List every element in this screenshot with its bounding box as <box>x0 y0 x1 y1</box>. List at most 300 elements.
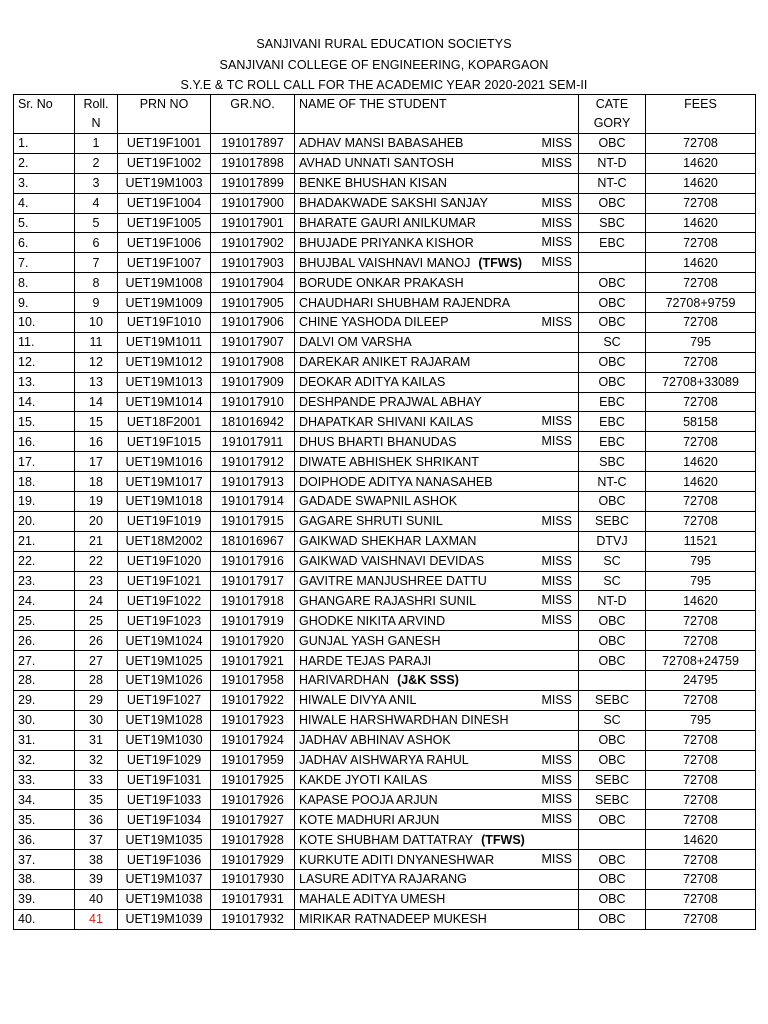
prn-cell: UET19M1011 <box>118 332 211 352</box>
gr-no-cell: 181016967 <box>211 531 295 551</box>
table-row <box>14 332 756 352</box>
prn-cell: UET19F1021 <box>118 571 211 591</box>
gr-no-cell: 191017932 <box>211 909 295 929</box>
student-name-cell <box>295 531 579 551</box>
student-name-cell <box>295 472 579 492</box>
category-cell: OBC <box>579 750 646 770</box>
student-name: CHAUDHARI SHUBHAM RAJENDRA <box>299 295 511 310</box>
sr-no-cell: 16. <box>14 432 75 452</box>
prn-cell: UET19F1005 <box>118 213 211 233</box>
student-name-cell <box>295 710 579 730</box>
gr-no-cell: 191017906 <box>211 313 295 333</box>
prn-cell: UET19M1012 <box>118 352 211 372</box>
student-name-cell <box>295 611 579 631</box>
gr-no-cell: 191017931 <box>211 889 295 909</box>
table-row <box>14 909 756 929</box>
title-miss: MISS <box>541 155 572 170</box>
sr-no-cell: 3. <box>14 173 75 193</box>
category-cell <box>579 830 646 850</box>
fees-cell: 72708 <box>646 492 756 512</box>
prn-cell: UET19M1018 <box>118 492 211 512</box>
category-cell: OBC <box>579 889 646 909</box>
sr-no-cell: 18. <box>14 472 75 492</box>
student-name: CHINE YASHODA DILEEP <box>299 315 449 330</box>
table-row <box>14 293 756 313</box>
student-name-cell <box>295 690 579 710</box>
sr-no-cell: 14. <box>14 392 75 412</box>
student-name-cell <box>295 671 579 691</box>
sr-no-cell: 23. <box>14 571 75 591</box>
roll-no-cell: 8 <box>75 273 118 293</box>
gr-no-cell: 191017926 <box>211 790 295 810</box>
fees-cell: 11521 <box>646 531 756 551</box>
table-row <box>14 492 756 512</box>
prn-cell: UET19F1019 <box>118 511 211 531</box>
category-cell: OBC <box>579 850 646 870</box>
table-row <box>14 690 756 710</box>
roll-no-cell: 38 <box>75 850 118 870</box>
prn-cell: UET19M1039 <box>118 909 211 929</box>
student-name: BHUJBAL VAISHNAVI MANOJ <box>299 255 471 270</box>
student-name: DOIPHODE ADITYA NANASAHEB <box>299 474 493 489</box>
fees-cell: 14620 <box>646 253 756 273</box>
sr-no-cell: 15. <box>14 412 75 432</box>
student-name-cell <box>295 492 579 512</box>
gr-no-cell: 191017925 <box>211 770 295 790</box>
roll-no-cell: 22 <box>75 551 118 571</box>
sr-no-cell: 8. <box>14 273 75 293</box>
gr-no-cell: 191017909 <box>211 372 295 392</box>
student-name-cell <box>295 850 579 870</box>
student-name: BHARATE GAURI ANILKUMAR <box>299 216 476 230</box>
roll-no-cell: 6 <box>75 233 118 253</box>
category-cell: SBC <box>579 452 646 472</box>
table-row <box>14 591 756 611</box>
student-name-cell <box>295 889 579 909</box>
category-cell: OBC <box>579 372 646 392</box>
gr-no-cell: 191017913 <box>211 472 295 492</box>
roll-no-cell: 28 <box>75 671 118 691</box>
roll-no-cell: 14 <box>75 392 118 412</box>
title-miss: MISS <box>541 414 572 429</box>
category-cell: OBC <box>579 611 646 631</box>
gr-no-cell: 191017905 <box>211 293 295 313</box>
student-name-cell <box>295 730 579 750</box>
gr-no-cell: 191017930 <box>211 869 295 889</box>
student-name: BHADAKWADE SAKSHI SANJAY <box>299 196 488 211</box>
roll-no-cell: 25 <box>75 611 118 631</box>
table-row <box>14 750 756 770</box>
student-name: BORUDE ONKAR PRAKASH <box>299 275 464 290</box>
sr-no-cell: 5. <box>14 213 75 233</box>
gr-no-cell: 191017959 <box>211 750 295 770</box>
category-cell: SBC <box>579 213 646 233</box>
fees-cell: 14620 <box>646 173 756 193</box>
gr-no-cell: 191017927 <box>211 810 295 830</box>
roll-no-cell: 37 <box>75 830 118 850</box>
student-name-cell <box>295 173 579 193</box>
table-row <box>14 153 756 173</box>
table-row <box>14 869 756 889</box>
student-name-cell <box>295 551 579 571</box>
sr-no-cell: 40. <box>14 909 75 929</box>
category-cell: EBC <box>579 432 646 452</box>
sr-no-cell: 10. <box>14 313 75 333</box>
category-cell: SEBC <box>579 770 646 790</box>
student-name-cell <box>295 293 579 313</box>
table-row <box>14 233 756 253</box>
college-name: SANJIVANI COLLEGE OF ENGINEERING, KOPARGAON <box>219 58 549 72</box>
roll-no-cell: 26 <box>75 631 118 651</box>
gr-no-cell: 191017899 <box>211 173 295 193</box>
fees-cell: 14620 <box>646 591 756 611</box>
student-name: ADHAV MANSI BABASAHEB <box>299 136 464 151</box>
table-row <box>14 830 756 850</box>
table-row <box>14 352 756 372</box>
student-name: KURKUTE ADITI DNYANESHWAR <box>299 852 495 867</box>
student-name: GADADE SWAPNIL ASHOK <box>299 494 458 509</box>
category-cell: OBC <box>579 352 646 372</box>
fees-cell: 72708 <box>646 790 756 810</box>
student-name: GAGARE SHRUTI SUNIL <box>299 514 443 529</box>
quota-note: (TFWS) <box>478 255 523 270</box>
category-cell <box>579 253 646 273</box>
category-cell: OBC <box>579 313 646 333</box>
category-cell: OBC <box>579 869 646 889</box>
quota-note: (TFWS) <box>481 832 525 847</box>
fees-cell: 795 <box>646 710 756 730</box>
gr-no-cell: 191017924 <box>211 730 295 750</box>
student-name-cell <box>295 412 579 432</box>
title-miss: MISS <box>541 772 572 787</box>
table-row <box>14 710 756 730</box>
sr-no-cell: 34. <box>14 790 75 810</box>
fees-cell: 72708 <box>646 511 756 531</box>
fees-cell: 14620 <box>646 472 756 492</box>
title-miss: MISS <box>541 613 572 628</box>
prn-cell: UET19M1025 <box>118 651 211 671</box>
fees-cell: 72708 <box>646 750 756 770</box>
gr-no-cell: 191017910 <box>211 392 295 412</box>
roll-no-cell: 9 <box>75 293 118 313</box>
roll-no-cell: 18 <box>75 472 118 492</box>
student-name-cell <box>295 332 579 352</box>
prn-cell: UET19M1008 <box>118 273 211 293</box>
student-name-cell <box>295 571 579 591</box>
category-cell: NT-D <box>579 591 646 611</box>
title-miss: MISS <box>541 593 572 608</box>
student-name-cell <box>295 830 579 850</box>
fees-cell: 72708+9759 <box>646 293 756 313</box>
category-cell: SC <box>579 710 646 730</box>
student-name: GAIKWAD SHEKHAR LAXMAN <box>299 534 477 549</box>
roll-no-cell: 13 <box>75 372 118 392</box>
gr-no-cell: 191017912 <box>211 452 295 472</box>
roll-no-cell: 1 <box>75 134 118 154</box>
fees-cell: 72708 <box>646 889 756 909</box>
fees-cell: 72708 <box>646 850 756 870</box>
title-miss: MISS <box>541 235 572 250</box>
table-row <box>14 611 756 631</box>
student-name: HARDE TEJAS PARAJI <box>299 653 432 668</box>
sr-no-cell: 1. <box>14 134 75 154</box>
roll-no-cell: 24 <box>75 591 118 611</box>
col-header-student-name: NAME OF THE STUDENT <box>295 95 579 134</box>
student-name-cell <box>295 153 579 173</box>
student-name-cell <box>295 869 579 889</box>
gr-no-cell: 191017920 <box>211 631 295 651</box>
sr-no-cell: 2. <box>14 153 75 173</box>
fees-cell: 72708 <box>646 869 756 889</box>
student-name-cell <box>295 631 579 651</box>
gr-no-cell: 191017911 <box>211 432 295 452</box>
fees-cell: 72708 <box>646 134 756 154</box>
table-row <box>14 273 756 293</box>
student-name-cell <box>295 591 579 611</box>
category-cell: SEBC <box>579 790 646 810</box>
student-name: DALVI OM VARSHA <box>299 335 412 350</box>
sr-no-cell: 32. <box>14 750 75 770</box>
fees-cell: 72708 <box>646 273 756 293</box>
student-name: KOTE MADHURI ARJUN <box>299 812 440 827</box>
student-name-cell <box>295 253 579 273</box>
fees-cell: 14620 <box>646 153 756 173</box>
roll-no-cell: 7 <box>75 253 118 273</box>
sr-no-cell: 33. <box>14 770 75 790</box>
gr-no-cell: 181016942 <box>211 412 295 432</box>
prn-cell: UET19F1027 <box>118 690 211 710</box>
sr-no-cell: 25. <box>14 611 75 631</box>
student-name: GAVITRE MANJUSHREE DATTU <box>299 574 487 589</box>
prn-cell: UET19F1029 <box>118 750 211 770</box>
table-row <box>14 571 756 591</box>
institution-name: SANJIVANI RURAL EDUCATION SOCIETYS <box>256 37 512 51</box>
category-cell: OBC <box>579 810 646 830</box>
title-miss: MISS <box>541 513 572 528</box>
col-header-sr-no: Sr. No <box>14 95 75 134</box>
fees-cell: 72708 <box>646 770 756 790</box>
sr-no-cell: 12. <box>14 352 75 372</box>
student-name: DIWATE ABHISHEK SHRIKANT <box>299 454 479 469</box>
roll-no-cell: 40 <box>75 889 118 909</box>
sr-no-cell: 30. <box>14 710 75 730</box>
table-row <box>14 392 756 412</box>
sr-no-cell: 4. <box>14 193 75 213</box>
roll-no-cell: 10 <box>75 313 118 333</box>
sr-no-cell: 22. <box>14 551 75 571</box>
category-cell: OBC <box>579 492 646 512</box>
fees-cell: 72708 <box>646 352 756 372</box>
gr-no-cell: 191017902 <box>211 233 295 253</box>
sr-no-cell: 17. <box>14 452 75 472</box>
fees-cell: 72708 <box>646 730 756 750</box>
col-header-gr-no: GR.NO. <box>211 95 295 134</box>
category-cell: OBC <box>579 273 646 293</box>
sr-no-cell: 29. <box>14 690 75 710</box>
sr-no-cell: 19. <box>14 492 75 512</box>
fees-cell: 72708 <box>646 233 756 253</box>
title-miss: MISS <box>541 136 572 150</box>
sr-no-cell: 28. <box>14 671 75 691</box>
student-name: KAPASE POOJA ARJUN <box>299 792 438 807</box>
roll-no-cell: 3 <box>75 173 118 193</box>
category-cell <box>579 671 646 691</box>
table-row <box>14 850 756 870</box>
student-name: HARIVARDHAN <box>299 673 390 688</box>
student-name: DAREKAR ANIKET RAJARAM <box>299 355 471 370</box>
student-name-cell <box>295 273 579 293</box>
student-name: KOTE SHUBHAM DATTATRAY <box>299 832 474 847</box>
table-row <box>14 889 756 909</box>
sr-no-cell: 36. <box>14 830 75 850</box>
title-miss: MISS <box>541 215 572 230</box>
roll-no-cell: 2 <box>75 153 118 173</box>
roll-no-cell: 32 <box>75 750 118 770</box>
roll-no-cell: 4 <box>75 193 118 213</box>
fees-cell: 72708 <box>646 611 756 631</box>
prn-cell: UET19F1007 <box>118 253 211 273</box>
category-cell: SEBC <box>579 511 646 531</box>
gr-no-cell: 191017907 <box>211 332 295 352</box>
prn-cell: UET19M1024 <box>118 631 211 651</box>
prn-cell: UET19F1001 <box>118 134 211 154</box>
gr-no-cell: 191017929 <box>211 850 295 870</box>
student-name: DHAPATKAR SHIVANI KAILAS <box>299 414 474 429</box>
student-name-cell <box>295 213 579 233</box>
student-name: KAKDE JYOTI KAILAS <box>299 772 428 787</box>
fees-cell: 795 <box>646 551 756 571</box>
table-row <box>14 511 756 531</box>
table-row <box>14 134 756 154</box>
fees-cell: 58158 <box>646 412 756 432</box>
gr-no-cell: 191017958 <box>211 671 295 691</box>
col-header-roll-no: Roll. N <box>75 95 118 134</box>
table-row <box>14 452 756 472</box>
student-name: LASURE ADITYA RAJARANG <box>299 872 467 887</box>
fees-cell: 72708 <box>646 193 756 213</box>
category-cell: OBC <box>579 631 646 651</box>
roll-no-cell: 30 <box>75 710 118 730</box>
student-name-cell <box>295 790 579 810</box>
category-cell: DTVJ <box>579 531 646 551</box>
title-miss: MISS <box>541 852 572 867</box>
category-cell: OBC <box>579 651 646 671</box>
student-name: BHUJADE PRIYANKA KISHOR <box>299 235 474 250</box>
student-name: GHANGARE RAJASHRI SUNIL <box>299 593 477 608</box>
category-cell: NT-C <box>579 173 646 193</box>
prn-cell: UET19F1034 <box>118 810 211 830</box>
fees-cell: 72708+24759 <box>646 651 756 671</box>
student-name: BENKE BHUSHAN KISAN <box>299 176 447 191</box>
category-cell: OBC <box>579 134 646 154</box>
student-name-cell <box>295 352 579 372</box>
col-header-prn: PRN NO <box>118 95 211 134</box>
roll-no-cell: 33 <box>75 770 118 790</box>
roll-no-cell: 27 <box>75 651 118 671</box>
roll-no-cell: 16 <box>75 432 118 452</box>
fees-cell: 795 <box>646 571 756 591</box>
title-miss: MISS <box>541 553 572 568</box>
prn-cell: UET19M1017 <box>118 472 211 492</box>
quota-note: (J&K SSS) <box>397 673 459 688</box>
fees-cell: 795 <box>646 332 756 352</box>
student-name-cell <box>295 193 579 213</box>
roll-no-cell: 5 <box>75 213 118 233</box>
prn-cell: UET19M1030 <box>118 730 211 750</box>
prn-cell: UET19F1002 <box>118 153 211 173</box>
gr-no-cell: 191017908 <box>211 352 295 372</box>
sr-no-cell: 6. <box>14 233 75 253</box>
student-name: AVHAD UNNATI SANTOSH <box>299 156 454 171</box>
roll-no-cell: 29 <box>75 690 118 710</box>
student-name: HIWALE HARSHWARDHAN DINESH <box>299 713 509 728</box>
fees-cell: 14620 <box>646 452 756 472</box>
sr-no-cell: 38. <box>14 869 75 889</box>
prn-cell: UET19F1022 <box>118 591 211 611</box>
gr-no-cell: 191017901 <box>211 213 295 233</box>
roll-no-cell: 39 <box>75 869 118 889</box>
prn-cell: UET19F1023 <box>118 611 211 631</box>
student-name-cell <box>295 770 579 790</box>
fees-cell: 72708 <box>646 909 756 929</box>
prn-cell: UET19F1031 <box>118 770 211 790</box>
sr-no-cell: 20. <box>14 511 75 531</box>
student-name: GHODKE NIKITA ARVIND <box>299 613 446 628</box>
category-cell: EBC <box>579 233 646 253</box>
category-cell: NT-D <box>579 153 646 173</box>
roll-no-cell: 11 <box>75 332 118 352</box>
sr-no-cell: 24. <box>14 591 75 611</box>
roll-no-cell: 19 <box>75 492 118 512</box>
student-name: GUNJAL YASH GANESH <box>299 633 441 648</box>
category-cell: SC <box>579 551 646 571</box>
roll-call-table <box>13 94 756 930</box>
table-row <box>14 372 756 392</box>
roll-no-cell: 23 <box>75 571 118 591</box>
sr-no-cell: 11. <box>14 332 75 352</box>
gr-no-cell: 191017898 <box>211 153 295 173</box>
table-row <box>14 432 756 452</box>
roll-no-cell: 20 <box>75 511 118 531</box>
roll-no-cell: 31 <box>75 730 118 750</box>
sr-no-cell: 31. <box>14 730 75 750</box>
student-name: MIRIKAR RATNADEEP MUKESH <box>299 912 487 927</box>
student-name: DHUS BHARTI BHANUDAS <box>299 434 457 449</box>
table-row <box>14 412 756 432</box>
prn-cell: UET18M2002 <box>118 531 211 551</box>
table-row <box>14 810 756 830</box>
prn-cell: UET19M1028 <box>118 710 211 730</box>
fees-cell: 72708 <box>646 392 756 412</box>
fees-cell: 14620 <box>646 213 756 233</box>
gr-no-cell: 191017897 <box>211 134 295 154</box>
prn-cell: UET19F1004 <box>118 193 211 213</box>
roll-no-cell: 35 <box>75 790 118 810</box>
category-cell: NT-C <box>579 472 646 492</box>
category-cell: EBC <box>579 392 646 412</box>
title-miss: MISS <box>541 434 572 449</box>
sr-no-cell: 27. <box>14 651 75 671</box>
roll-no-cell: 17 <box>75 452 118 472</box>
gr-no-cell: 191017904 <box>211 273 295 293</box>
gr-no-cell: 191017916 <box>211 551 295 571</box>
table-row <box>14 651 756 671</box>
student-name-cell <box>295 313 579 333</box>
prn-cell: UET19M1037 <box>118 869 211 889</box>
fees-cell: 24795 <box>646 671 756 691</box>
sr-no-cell: 9. <box>14 293 75 313</box>
category-cell: OBC <box>579 193 646 213</box>
